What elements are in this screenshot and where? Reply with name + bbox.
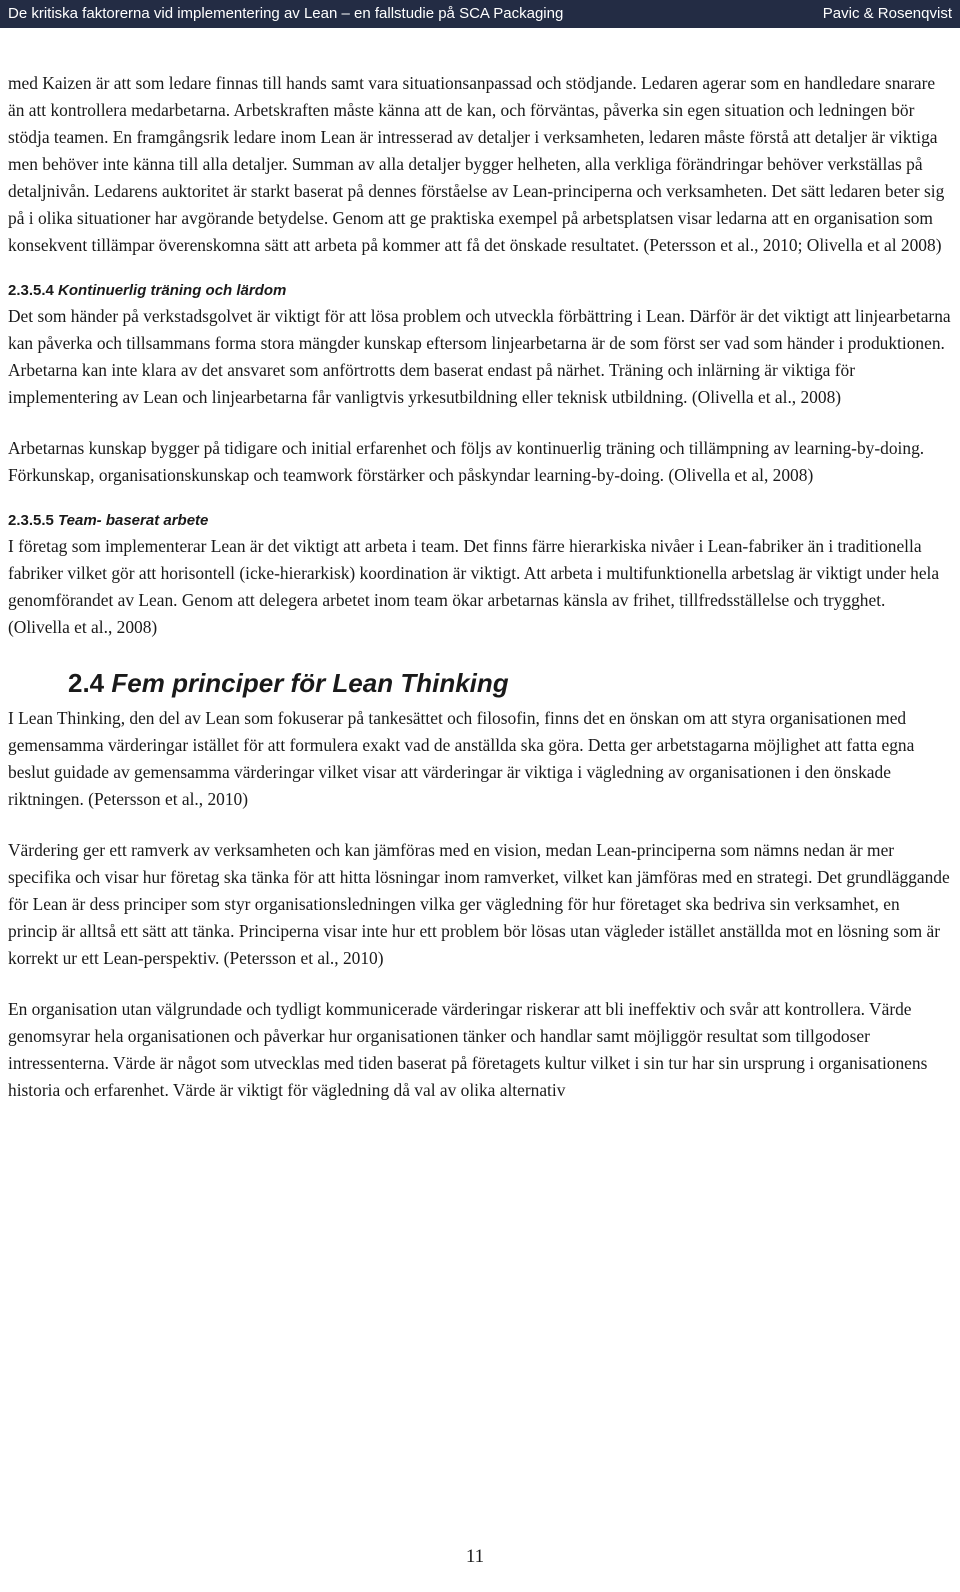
heading-2355-number: 2.3.5.5 — [8, 512, 54, 529]
heading-2355 — [8, 509, 951, 533]
heading-24-title: Fem principer för Lean Thinking — [111, 668, 509, 698]
heading-2354-title: Kontinuerlig träning och lärdom — [58, 282, 287, 299]
paragraph-24-1: I Lean Thinking, den del av Lean som fokuserar på tankesättet och filosofin, finns det en önskan om att styra organisationen med gemensamma värderingar istället för att formulera exakt vad de anställda ska göra. Detta ger arbetstagarna möjlighet att fatta egna beslut guidade av gemensamma värderingar vilket visar att värderingar är viktiga i vägledning av organisationen i den önskade riktningen. (Petersson et al., 2010) — [8, 708, 915, 809]
document-title: De kritiska faktorerna vid implementering av Lean – en fallstudie på SCA Packaging — [8, 5, 564, 22]
heading-24 — [68, 665, 951, 701]
paragraph-24-2: Värdering ger ett ramverk av verksamheten och kan jämföras med en vision, medan Lean-principerna som nämns nedan är mer specifika och visar hur företag ska tänka för att hitta lösningar inom ramverket, vilket kan jämföras med en strategi. Det grundläggande för Lean är dess principer som styr organisationsledningen vilka ger vägledning för hur företaget ska bedriva sin verksamhet, en princip är alltså ett sätt att tänka. Principerna visar inte hur ett problem bör lösas utan vägleder istället anställda mot en lösning som är korrekt ur ett Lean-perspektiv. (Petersson et al., 2010) — [8, 840, 950, 968]
heading-24-number: 2.4 — [68, 668, 105, 698]
paragraph-2354-2: Arbetarnas kunskap bygger på tidigare och initial erfarenhet och följs av kontinuerlig träning och tillämpning av learning-by-doing. Förkunskap, organisationskunskap och teamwork förstärker och påskyndar learning-by-doing. (Olivella et al, 2008) — [8, 438, 925, 485]
running-header — [0, 0, 960, 28]
paragraph-2355-1: I företag som implementerar Lean är det viktigt att arbeta i team. Det finns färre hierarkiska nivåer i Lean-fabriker än i traditionella fabriker vilket gör att horisontell (icke-hierarkisk) koordination är viktigt. Att arbeta i multifunktionella arbetslag är viktigt under hela genomförandet av Lean. Genom att delegera arbetet inom team ökar arbetarnas känsla av frihet, tillfredsställelse och trygghet. (Olivella et al., 2008) — [8, 536, 940, 637]
heading-2354-number: 2.3.5.4 — [8, 282, 54, 299]
page-number: 11 — [465, 1546, 485, 1567]
intro-paragraph: med Kaizen är att som ledare finnas till hands samt vara situationsanpassad och stödjande. Ledaren agerar som en handledare snarare än att kontrollera medarbetarna. Arbetskraften måste känna att de kan, och förväntas, påverka sin egen situation och ledningen bör stödja teamen. En framgångsrik ledare inom Lean är intresserad av detaljer i verksamheten, ledaren måste förstå att detaljer är viktiga men behöver inte känna till alla detaljer. Summan av alla detaljer bygger helheten, alla verkliga förändringar behöver verkställas på detaljnivån. Ledarens auktoritet är starkt baserat på dennes förståelse av Lean-principerna och verksamheten. Det sätt ledaren beter sig på i olika situationer har avgörande betydelse. Genom att ge praktiska exempel på arbetsplatsen visar ledarna att en organisation som konsekvent tillämpar överenskomna sätt att arbeta på kommer att få det önskade resultatet. (Petersson et al., 2010; Olivella et al 2008) — [8, 73, 945, 255]
document-authors: Pavic & Rosenqvist — [822, 5, 952, 22]
heading-2354 — [8, 279, 951, 303]
paragraph-24-3: En organisation utan välgrundade och tydligt kommunicerade värderingar riskerar att bli ineffektiv och svår att kontrollera. Värde genomsyrar hela organisationen och påverkar hur organisationen tänker och handlar samt möjliggör resultat som tillgodoser intressenterna. Värde är något som utvecklas med tiden baserat på företagets kultur vilket i sin tur har sin ursprung i organisationens historia och erfarenhet. Värde är viktigt för vägledning då val av olika alternativ — [8, 999, 928, 1100]
heading-2355-title: Team- baserat arbete — [58, 512, 209, 529]
page-body — [8, 70, 951, 1104]
paragraph-2354-1: Det som händer på verkstadsgolvet är viktigt för att lösa problem och utveckla förbättring i Lean. Därför är det viktigt att linjearbetarna kan påverka och tillsammans forma stora mängder kunskap eftersom linjearbetarna är de som först ser vad som händer i produktionen. Arbetarna kan inte klara av det ansvaret som anförtrotts dem baserat endast på närhet. Träning och inlärning är viktiga för implementering av Lean och linjearbetarna får vanligtvis yrkesutbildning eller teknisk utbildning. (Olivella et al., 2008) — [8, 306, 951, 407]
